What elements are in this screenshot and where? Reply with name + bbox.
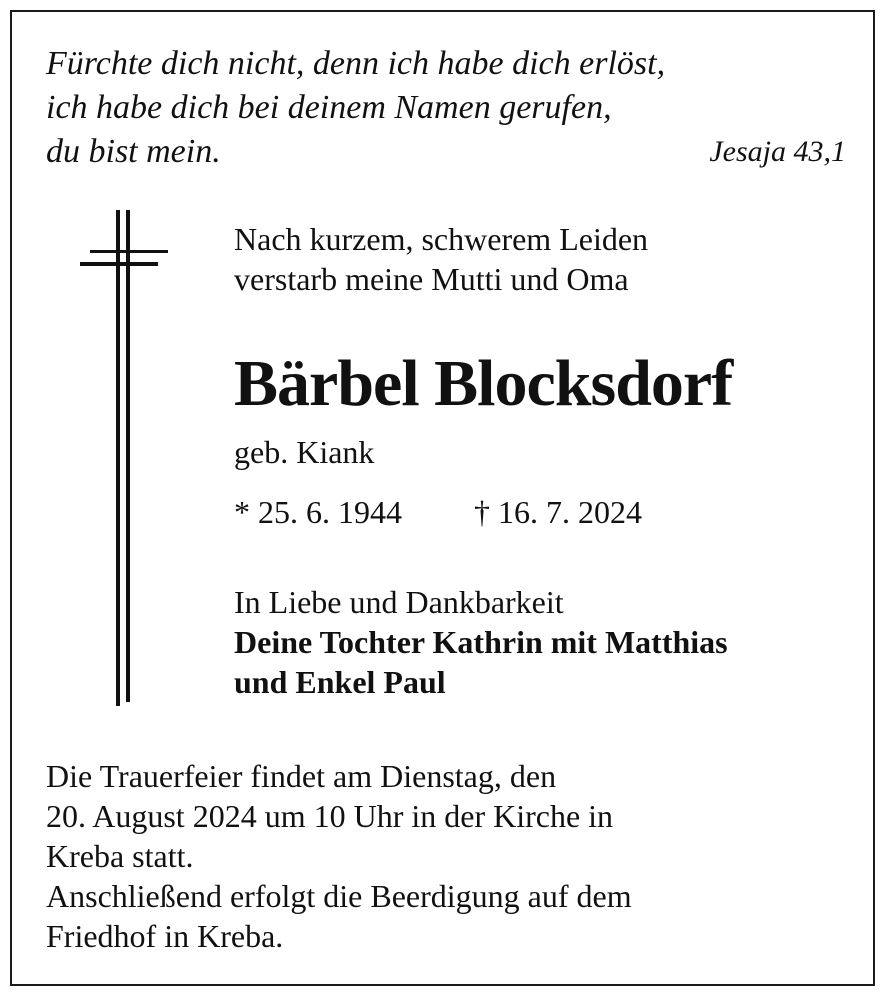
born-name: geb. Kiank [234, 434, 375, 470]
service-line-2: 20. August 2024 um 10 Uhr in der Kirche in [46, 798, 614, 834]
mourner-line-1: Deine Tochter Kathrin mit Matthias [234, 624, 728, 660]
service-info [46, 756, 632, 956]
mourner-line-2: und Enkel Paul [234, 664, 446, 700]
intro-line-2: verstarb meine Mutti und Oma [234, 261, 629, 297]
birth-date: * 25. 6. 1944 [234, 494, 402, 530]
dedication: In Liebe und Dankbarkeit [234, 584, 564, 620]
bible-verse [46, 42, 846, 174]
service-line-3: Kreba statt. [46, 838, 194, 874]
intro-text [234, 219, 648, 299]
service-line-5: Friedhof in Kreba. [46, 918, 284, 954]
obituary-notice [10, 10, 875, 986]
life-dates [234, 492, 642, 532]
verse-line-3: du bist mein. [46, 133, 221, 170]
intro-line-1: Nach kurzem, schwerem Leiden [234, 221, 649, 257]
cross-icon [78, 210, 170, 710]
service-line-1: Die Trauerfeier findet am Dienstag, den [46, 758, 557, 794]
verse-reference: Jesaja 43,1 [709, 135, 846, 168]
verse-line-1: Fürchte dich nicht, denn ich habe dich erlöst, [46, 45, 666, 82]
death-date: † 16. 7. 2024 [474, 494, 642, 530]
service-line-4: Anschließend erfolgt die Beerdigung auf dem [46, 878, 632, 914]
deceased-name: Bärbel Blocksdorf [234, 347, 733, 420]
mourner-names [234, 622, 728, 702]
verse-line-2: ich habe dich bei deinem Namen gerufen, [46, 89, 612, 126]
